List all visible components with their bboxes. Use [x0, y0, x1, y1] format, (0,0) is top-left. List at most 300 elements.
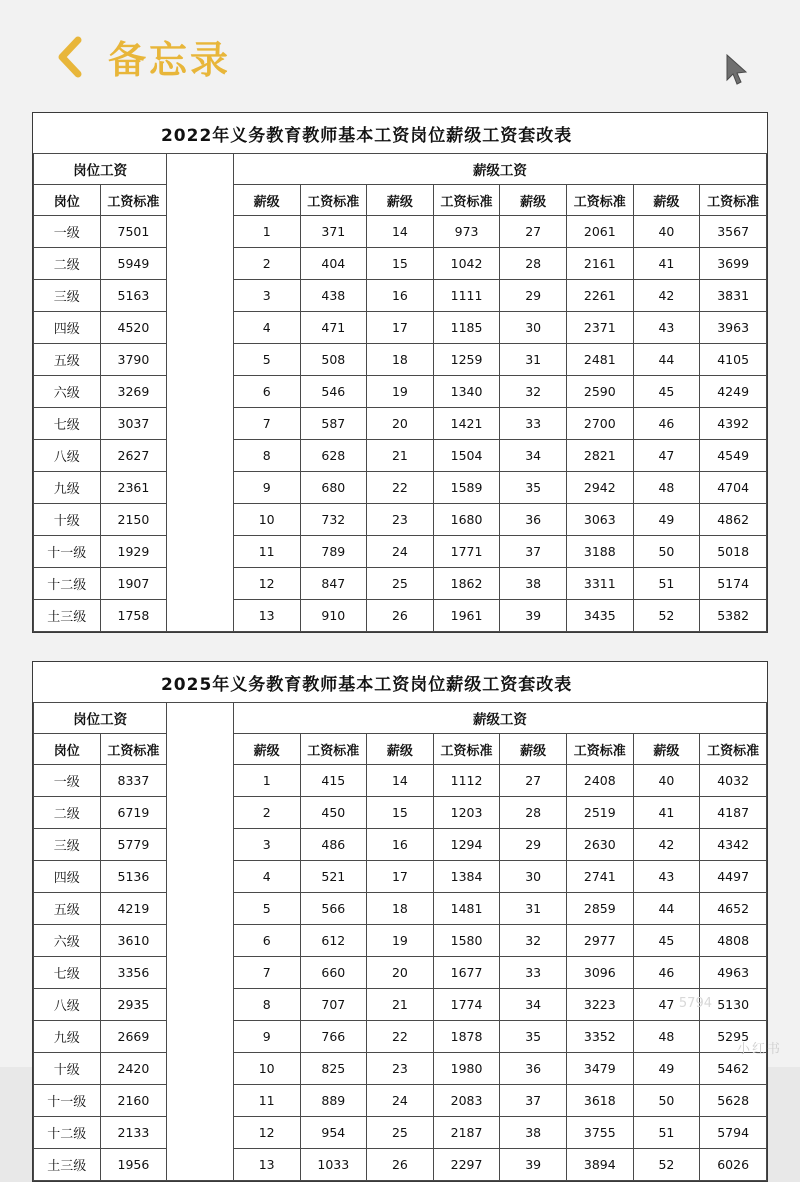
cell-grade-standard: 789 — [300, 536, 367, 568]
cell-grade-standard: 5794 — [700, 1117, 767, 1149]
cell-grade: 32 — [500, 925, 567, 957]
cell-grade: 36 — [500, 1053, 567, 1085]
col-header-grade-standard: 工资标准 — [300, 734, 367, 765]
cell-grade-standard: 1504 — [433, 440, 500, 472]
table-gap — [167, 703, 234, 1181]
cell-grade-standard: 3963 — [700, 312, 767, 344]
table-row — [34, 280, 767, 312]
cell-grade-standard: 612 — [300, 925, 367, 957]
col-header-grade: 薪级 — [367, 185, 434, 216]
cell-grade-standard: 3435 — [567, 600, 634, 632]
table-row — [34, 600, 767, 632]
cell-grade-standard: 404 — [300, 248, 367, 280]
table-row — [34, 344, 767, 376]
cell-grade-standard: 587 — [300, 408, 367, 440]
cell-post-standard: 1956 — [100, 1149, 167, 1181]
cell-grade: 20 — [367, 957, 434, 989]
cell-grade: 38 — [500, 568, 567, 600]
cell-grade: 32 — [500, 376, 567, 408]
cell-grade: 34 — [500, 440, 567, 472]
cell-grade-standard: 766 — [300, 1021, 367, 1053]
cell-grade-standard: 4808 — [700, 925, 767, 957]
cell-grade-standard: 3223 — [567, 989, 634, 1021]
cell-grade-standard: 4862 — [700, 504, 767, 536]
group-header-post: 岗位工资 — [34, 154, 167, 185]
cell-grade-standard: 2408 — [567, 765, 634, 797]
cell-grade: 48 — [633, 472, 700, 504]
cell-grade: 28 — [500, 248, 567, 280]
cell-post: 四级 — [34, 312, 101, 344]
cell-grade-standard: 4497 — [700, 861, 767, 893]
col-header-post: 岗位 — [34, 185, 101, 216]
cell-grade-standard: 5174 — [700, 568, 767, 600]
cell-grade: 24 — [367, 536, 434, 568]
cell-grade: 21 — [367, 440, 434, 472]
table-row — [34, 1053, 767, 1085]
cell-grade: 6 — [233, 925, 300, 957]
cell-grade: 4 — [233, 861, 300, 893]
cell-grade: 38 — [500, 1117, 567, 1149]
cell-grade: 7 — [233, 957, 300, 989]
cell-post: 三级 — [34, 280, 101, 312]
wage-table — [33, 662, 767, 1181]
cell-grade: 1 — [233, 765, 300, 797]
chevron-left-icon[interactable] — [56, 36, 82, 76]
table-row — [34, 376, 767, 408]
cell-post: 七级 — [34, 408, 101, 440]
cell-post: 十级 — [34, 504, 101, 536]
cell-grade-standard: 450 — [300, 797, 367, 829]
table-title-row — [34, 662, 767, 703]
cell-post-standard: 2627 — [100, 440, 167, 472]
wage-table-card — [32, 112, 768, 633]
watermark-number: 5794 — [678, 996, 712, 1011]
cell-grade: 23 — [367, 1053, 434, 1085]
cell-grade-standard: 5628 — [700, 1085, 767, 1117]
cell-grade: 51 — [633, 568, 700, 600]
cell-grade-standard: 680 — [300, 472, 367, 504]
cell-grade-standard: 5382 — [700, 600, 767, 632]
cell-post-standard: 1929 — [100, 536, 167, 568]
cell-grade-standard: 3831 — [700, 280, 767, 312]
cell-grade-standard: 1580 — [433, 925, 500, 957]
cell-grade: 44 — [633, 344, 700, 376]
cell-grade-standard: 847 — [300, 568, 367, 600]
cell-post: 八级 — [34, 989, 101, 1021]
cell-post: 十一级 — [34, 1085, 101, 1117]
table-row — [34, 989, 767, 1021]
cell-grade: 43 — [633, 861, 700, 893]
cell-post-standard: 3790 — [100, 344, 167, 376]
cell-grade: 35 — [500, 1021, 567, 1053]
cell-grade: 11 — [233, 1085, 300, 1117]
cell-grade: 1 — [233, 216, 300, 248]
table-row — [34, 829, 767, 861]
cell-grade-standard: 1111 — [433, 280, 500, 312]
cell-grade: 44 — [633, 893, 700, 925]
cell-grade: 52 — [633, 600, 700, 632]
cell-grade: 46 — [633, 408, 700, 440]
wage-table-card — [32, 661, 768, 1182]
cell-grade-standard: 546 — [300, 376, 367, 408]
col-header-grade: 薪级 — [233, 734, 300, 765]
cell-grade-standard: 1878 — [433, 1021, 500, 1053]
cell-grade: 36 — [500, 504, 567, 536]
cell-grade: 31 — [500, 344, 567, 376]
cell-post: 一级 — [34, 216, 101, 248]
cell-grade: 29 — [500, 280, 567, 312]
column-header-row — [34, 185, 767, 216]
cell-grade: 37 — [500, 536, 567, 568]
cell-grade: 13 — [233, 1149, 300, 1181]
cell-grade: 27 — [500, 765, 567, 797]
col-header-grade: 薪级 — [633, 185, 700, 216]
cell-grade: 49 — [633, 504, 700, 536]
cell-post: 一级 — [34, 765, 101, 797]
cell-post: 九级 — [34, 1021, 101, 1053]
cell-post-standard: 2133 — [100, 1117, 167, 1149]
cell-grade-standard: 1042 — [433, 248, 500, 280]
table-row — [34, 536, 767, 568]
cell-post: 土三级 — [34, 600, 101, 632]
cell-grade-standard: 2977 — [567, 925, 634, 957]
cell-post: 五级 — [34, 344, 101, 376]
cell-post: 八级 — [34, 440, 101, 472]
cell-grade: 41 — [633, 248, 700, 280]
cell-grade: 39 — [500, 600, 567, 632]
cell-grade-standard: 628 — [300, 440, 367, 472]
cell-grade-standard: 3479 — [567, 1053, 634, 1085]
cell-post-standard: 4520 — [100, 312, 167, 344]
cell-grade: 18 — [367, 893, 434, 925]
cell-grade-standard: 521 — [300, 861, 367, 893]
col-header-grade: 薪级 — [633, 734, 700, 765]
cell-grade: 50 — [633, 1085, 700, 1117]
table-row — [34, 1117, 767, 1149]
table-title: 2025年义务教育教师基本工资岗位薪级工资套改表 — [34, 662, 700, 703]
cell-grade: 28 — [500, 797, 567, 829]
cell-grade-standard: 2161 — [567, 248, 634, 280]
cell-post-standard: 5136 — [100, 861, 167, 893]
cell-grade: 12 — [233, 568, 300, 600]
cell-grade-standard: 3063 — [567, 504, 634, 536]
cell-grade: 39 — [500, 1149, 567, 1181]
cell-grade: 48 — [633, 1021, 700, 1053]
col-header-grade: 薪级 — [500, 734, 567, 765]
cell-grade: 41 — [633, 797, 700, 829]
cell-grade: 35 — [500, 472, 567, 504]
cell-post-standard: 4219 — [100, 893, 167, 925]
cell-grade: 10 — [233, 1053, 300, 1085]
col-header-grade: 薪级 — [233, 185, 300, 216]
wage-table — [33, 113, 767, 632]
cell-grade: 14 — [367, 216, 434, 248]
cell-grade-standard: 1259 — [433, 344, 500, 376]
cell-grade: 29 — [500, 829, 567, 861]
cell-grade-standard: 3618 — [567, 1085, 634, 1117]
cell-grade: 43 — [633, 312, 700, 344]
cell-post-standard: 1907 — [100, 568, 167, 600]
table-row — [34, 797, 767, 829]
cell-grade: 12 — [233, 1117, 300, 1149]
cell-grade-standard: 6026 — [700, 1149, 767, 1181]
cell-grade-standard: 5295 — [700, 1021, 767, 1053]
cell-grade-standard: 3894 — [567, 1149, 634, 1181]
cell-grade-standard: 4342 — [700, 829, 767, 861]
cell-grade: 4 — [233, 312, 300, 344]
cell-post: 六级 — [34, 925, 101, 957]
cell-grade: 42 — [633, 829, 700, 861]
cell-grade-standard: 566 — [300, 893, 367, 925]
cell-grade: 18 — [367, 344, 434, 376]
tables-container — [0, 112, 800, 1182]
cell-grade: 49 — [633, 1053, 700, 1085]
cell-grade: 15 — [367, 797, 434, 829]
cell-grade-standard: 954 — [300, 1117, 367, 1149]
col-header-post-standard: 工资标准 — [100, 734, 167, 765]
col-header-grade-standard: 工资标准 — [567, 185, 634, 216]
cell-grade: 25 — [367, 1117, 434, 1149]
cell-grade: 23 — [367, 504, 434, 536]
cell-grade-standard: 5462 — [700, 1053, 767, 1085]
cell-post: 六级 — [34, 376, 101, 408]
cell-grade-standard: 973 — [433, 216, 500, 248]
cell-grade-standard: 3188 — [567, 536, 634, 568]
cell-grade-standard: 3352 — [567, 1021, 634, 1053]
cell-grade: 34 — [500, 989, 567, 1021]
cell-grade: 40 — [633, 765, 700, 797]
cell-grade: 47 — [633, 440, 700, 472]
cell-grade-standard: 1294 — [433, 829, 500, 861]
cell-grade-standard: 4704 — [700, 472, 767, 504]
cell-grade-standard: 3567 — [700, 216, 767, 248]
cell-grade: 42 — [633, 280, 700, 312]
cell-grade: 6 — [233, 376, 300, 408]
table-row — [34, 472, 767, 504]
cell-grade: 19 — [367, 376, 434, 408]
col-header-grade: 薪级 — [367, 734, 434, 765]
cell-post-standard: 5779 — [100, 829, 167, 861]
cell-grade: 17 — [367, 861, 434, 893]
cell-post: 四级 — [34, 861, 101, 893]
cell-post-standard: 5949 — [100, 248, 167, 280]
table-row — [34, 568, 767, 600]
cell-post-standard: 3037 — [100, 408, 167, 440]
cell-grade: 16 — [367, 829, 434, 861]
cell-post: 七级 — [34, 957, 101, 989]
cell-grade-standard: 471 — [300, 312, 367, 344]
cell-grade-standard: 486 — [300, 829, 367, 861]
cell-grade-standard: 2297 — [433, 1149, 500, 1181]
cell-grade: 16 — [367, 280, 434, 312]
group-header-grade: 薪级工资 — [233, 703, 766, 734]
cell-grade-standard: 2481 — [567, 344, 634, 376]
cell-grade: 26 — [367, 600, 434, 632]
col-header-grade-standard: 工资标准 — [567, 734, 634, 765]
cell-grade: 22 — [367, 1021, 434, 1053]
cell-post-standard: 2160 — [100, 1085, 167, 1117]
cell-grade-standard: 825 — [300, 1053, 367, 1085]
table-gap — [167, 154, 234, 632]
table-row — [34, 957, 767, 989]
cell-post-standard: 2150 — [100, 504, 167, 536]
cell-grade-standard: 707 — [300, 989, 367, 1021]
cell-grade: 52 — [633, 1149, 700, 1181]
cell-grade-standard: 4549 — [700, 440, 767, 472]
cell-grade-standard: 2083 — [433, 1085, 500, 1117]
table-row — [34, 765, 767, 797]
cell-post-standard: 2420 — [100, 1053, 167, 1085]
cell-grade: 2 — [233, 797, 300, 829]
cell-grade: 10 — [233, 504, 300, 536]
cell-post: 十二级 — [34, 568, 101, 600]
col-header-post: 岗位 — [34, 734, 101, 765]
group-header-row — [34, 703, 767, 734]
cell-post: 十一级 — [34, 536, 101, 568]
cell-grade-standard: 415 — [300, 765, 367, 797]
cell-grade: 5 — [233, 344, 300, 376]
cell-grade-standard: 4105 — [700, 344, 767, 376]
app-header — [0, 0, 800, 112]
cell-post-standard: 1758 — [100, 600, 167, 632]
cell-post-standard: 2361 — [100, 472, 167, 504]
page-title: 备忘录 — [108, 37, 232, 82]
col-header-grade-standard: 工资标准 — [433, 734, 500, 765]
cell-grade-standard: 3699 — [700, 248, 767, 280]
col-header-grade-standard: 工资标准 — [700, 734, 767, 765]
table-row — [34, 312, 767, 344]
cell-grade: 3 — [233, 280, 300, 312]
table-row — [34, 1085, 767, 1117]
cell-grade-standard: 3096 — [567, 957, 634, 989]
cell-grade: 3 — [233, 829, 300, 861]
cell-grade-standard: 438 — [300, 280, 367, 312]
cell-post: 十级 — [34, 1053, 101, 1085]
cell-grade-standard: 3755 — [567, 1117, 634, 1149]
cell-grade-standard: 1589 — [433, 472, 500, 504]
table-row — [34, 216, 767, 248]
table-row — [34, 440, 767, 472]
cell-grade: 33 — [500, 408, 567, 440]
cell-grade: 47 — [633, 989, 700, 1021]
mouse-pointer-icon — [726, 54, 748, 84]
col-header-grade: 薪级 — [500, 185, 567, 216]
cell-grade: 30 — [500, 312, 567, 344]
cell-grade-standard: 1862 — [433, 568, 500, 600]
cell-grade: 17 — [367, 312, 434, 344]
cell-grade: 22 — [367, 472, 434, 504]
cell-grade-standard: 4249 — [700, 376, 767, 408]
cell-grade-standard: 1421 — [433, 408, 500, 440]
group-header-post: 岗位工资 — [34, 703, 167, 734]
cell-grade: 8 — [233, 989, 300, 1021]
cell-grade-standard: 3311 — [567, 568, 634, 600]
cell-grade-standard: 910 — [300, 600, 367, 632]
cell-grade: 8 — [233, 440, 300, 472]
col-header-grade-standard: 工资标准 — [700, 185, 767, 216]
cell-grade: 21 — [367, 989, 434, 1021]
cell-grade: 2 — [233, 248, 300, 280]
cell-grade: 15 — [367, 248, 434, 280]
cell-grade-standard: 5018 — [700, 536, 767, 568]
cell-grade: 50 — [633, 536, 700, 568]
cell-post: 五级 — [34, 893, 101, 925]
table-row — [34, 893, 767, 925]
col-header-grade-standard: 工资标准 — [433, 185, 500, 216]
cell-post-standard: 2669 — [100, 1021, 167, 1053]
cell-grade-standard: 1203 — [433, 797, 500, 829]
cell-grade: 13 — [233, 600, 300, 632]
table-row — [34, 925, 767, 957]
cell-grade: 9 — [233, 1021, 300, 1053]
cell-grade-standard: 4187 — [700, 797, 767, 829]
cell-grade-standard: 1185 — [433, 312, 500, 344]
table-row — [34, 1021, 767, 1053]
cell-grade-standard: 371 — [300, 216, 367, 248]
col-header-grade-standard: 工资标准 — [300, 185, 367, 216]
cell-grade-standard: 1340 — [433, 376, 500, 408]
cell-grade: 45 — [633, 925, 700, 957]
cell-grade-standard: 1112 — [433, 765, 500, 797]
cell-post-standard: 3356 — [100, 957, 167, 989]
cell-post: 三级 — [34, 829, 101, 861]
cell-grade-standard: 2821 — [567, 440, 634, 472]
cell-grade-standard: 1774 — [433, 989, 500, 1021]
cell-post: 十二级 — [34, 1117, 101, 1149]
cell-grade-standard: 1481 — [433, 893, 500, 925]
cell-post-standard: 3269 — [100, 376, 167, 408]
cell-grade-standard: 1771 — [433, 536, 500, 568]
cell-grade-standard: 2942 — [567, 472, 634, 504]
cell-grade-standard: 2061 — [567, 216, 634, 248]
cell-grade: 51 — [633, 1117, 700, 1149]
cell-grade: 37 — [500, 1085, 567, 1117]
group-header-grade: 薪级工资 — [233, 154, 766, 185]
cell-grade-standard: 1961 — [433, 600, 500, 632]
cell-grade-standard: 4032 — [700, 765, 767, 797]
cell-grade-standard: 5130 — [700, 989, 767, 1021]
cell-grade-standard: 2741 — [567, 861, 634, 893]
group-header-row — [34, 154, 767, 185]
cell-grade-standard: 2700 — [567, 408, 634, 440]
cell-grade-standard: 1980 — [433, 1053, 500, 1085]
cell-grade: 33 — [500, 957, 567, 989]
cell-grade: 40 — [633, 216, 700, 248]
cell-grade-standard: 2371 — [567, 312, 634, 344]
cell-grade-standard: 4392 — [700, 408, 767, 440]
cell-grade-standard: 2519 — [567, 797, 634, 829]
cell-grade: 45 — [633, 376, 700, 408]
cell-grade-standard: 2187 — [433, 1117, 500, 1149]
table-row — [34, 504, 767, 536]
cell-grade: 25 — [367, 568, 434, 600]
cell-grade-standard: 2630 — [567, 829, 634, 861]
cell-grade-standard: 1680 — [433, 504, 500, 536]
cell-grade: 20 — [367, 408, 434, 440]
cell-grade: 11 — [233, 536, 300, 568]
table-row — [34, 861, 767, 893]
cell-grade-standard: 4963 — [700, 957, 767, 989]
table-row — [34, 1149, 767, 1181]
cell-grade-standard: 1384 — [433, 861, 500, 893]
cell-grade-standard: 2859 — [567, 893, 634, 925]
table-title-row — [34, 113, 767, 154]
cell-grade: 24 — [367, 1085, 434, 1117]
cell-grade: 46 — [633, 957, 700, 989]
table-title: 2022年义务教育教师基本工资岗位薪级工资套改表 — [34, 113, 700, 154]
cell-grade: 31 — [500, 893, 567, 925]
cell-grade-standard: 1677 — [433, 957, 500, 989]
